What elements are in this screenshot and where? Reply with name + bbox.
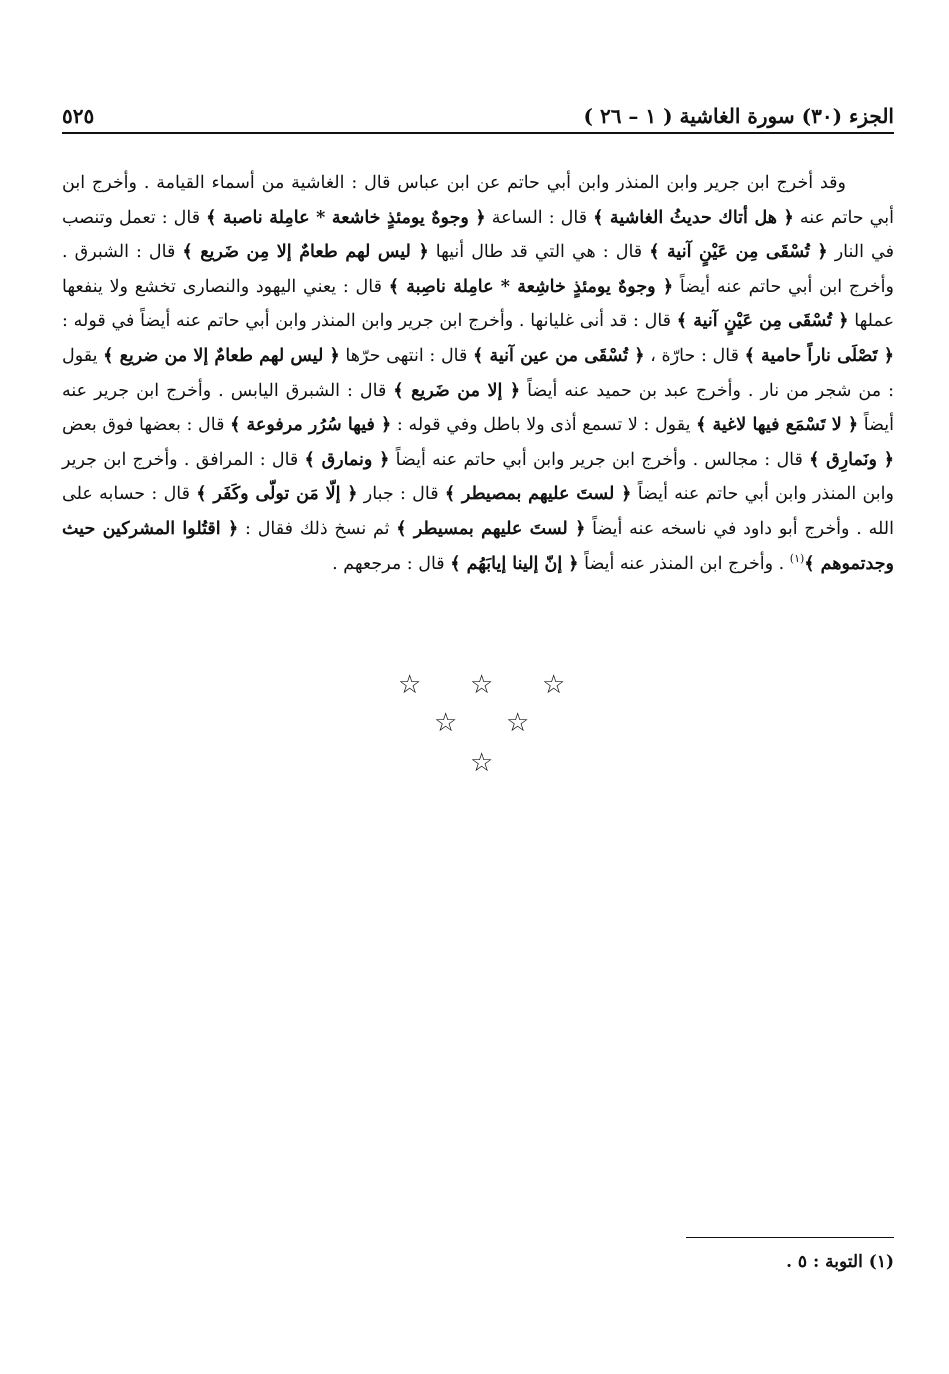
text-segment: قال : بعضها فوق بعض (62, 415, 231, 436)
text-segment: وقد أخرج ابن جرير وابن المنذر وابن أبي حاتم عن ابن عباس قال : الغاشية من أسماء القيامة . وأخرج ابن أبي حاتم عنه (62, 173, 894, 228)
footnote-rule (686, 1237, 894, 1238)
quran-quote: ﴿ إلّا مَن تولّى وكَفَر ﴾ (196, 484, 358, 505)
text-segment: قال : تعمل وتنصب في النار (62, 207, 894, 263)
text-segment: قال : جبار (357, 484, 445, 505)
quran-quote: ﴿ إلا من ضَريع ﴾ (393, 380, 521, 401)
text-segment: يقول : لا تسمع أذى ولا باطل وفي قوله : (391, 415, 697, 436)
quran-quote: ﴿ إنّ إلينا إيابَهُم ﴾ (450, 553, 579, 574)
star-icon: ☆ (470, 670, 494, 700)
text-segment: ثم نسخ ذلك فقال : (238, 518, 397, 539)
paragraph-content (62, 173, 894, 574)
star-icon: ☆ (542, 670, 566, 700)
quran-quote: ﴿ لستَ عليهم بمسيطر ﴾ (396, 518, 586, 539)
text-segment: قال : قد أنى غليانها . وأخرج ابن جرير وابن المنذر وابن أبي حاتم عنه أيضاً في قوله : (62, 311, 677, 332)
paragraph (62, 166, 894, 581)
star-icon: ☆ (434, 708, 458, 738)
quran-quote: ﴿ لا تَسْمَع فيها لاغية ﴾ (696, 415, 859, 436)
quran-quote: ﴿ هل أتاك حديثُ الغاشية ﴾ (593, 207, 794, 228)
text-segment: قال : الشبرق . وأخرج ابن أبي حاتم عنه أيضاً (62, 242, 894, 297)
text-segment: قال : حارّة ، (644, 345, 745, 366)
quran-quote: ﴿ ليس لهم طعامٌ إلا من ضريع ﴾ (103, 345, 340, 366)
body-text (62, 166, 894, 581)
star-icon: ☆ (506, 708, 530, 738)
text-segment: قال : الساعة (485, 207, 594, 228)
header-rule (62, 132, 894, 134)
text-segment: قال : مرجعهم . (332, 553, 451, 574)
quran-quote: ﴿ وجوهٌ يومئذٍ خاشعة * عامِلة ناصبة ﴾ (206, 207, 486, 228)
text-segment: قال : حسابه على الله . وأخرج أبو داود في ناسخه عنه أيضاً (62, 484, 894, 539)
quran-quote: ﴿ اقتُلوا المشركين حيث وجدتموهم ﴾ (62, 518, 894, 574)
page-header (62, 96, 894, 130)
quran-quote: ﴿ ليس لهم طعامٌ إلا مِن ضَريع ﴾ (182, 242, 429, 263)
quran-quote: ﴿ تَصْلَى ناراً حامية ﴾ (744, 345, 894, 366)
text-segment: قال : المرافق . وأخرج ابن جرير وابن المنذر وابن أبي حاتم عنه أيضاً (62, 449, 894, 505)
quran-quote: ﴿ وجوهٌ يومئذٍ خاشِعة * عامِلة ناصِبة ﴾ (388, 276, 674, 297)
text-segment: قال : الشبرق اليابس . وأخرج ابن جرير عنه أيضاً (62, 380, 894, 436)
star-icon: ☆ (398, 670, 422, 700)
text-segment: يقول : من شجر من نار . وأخرج عبد بن حميد عنه أيضاً (62, 345, 894, 401)
text-segment: قال : مجالس . وأخرج ابن جرير وابن أبي حاتم عنه أيضاً (389, 449, 810, 470)
footnote: (١) التوبة : ٥ . (786, 1252, 894, 1272)
quran-quote: ﴿ لستَ عليهم بمصيطر ﴾ (444, 484, 632, 505)
running-title: الجزء (٣٠) سورة الغاشية ( ١ – ٢٦ ) (583, 104, 894, 128)
footnote-reference: (١) (789, 551, 805, 565)
quran-quote: ﴿ ونَمارِق ﴾ (809, 449, 894, 470)
page-number: ٥٢٥ (62, 104, 95, 128)
text-segment: قال : يعني اليهود والنصارى تخشع ولا ينفعها عملها (62, 276, 895, 332)
quran-quote: ﴿ ونمارق ﴾ (304, 449, 390, 470)
star-icon: ☆ (470, 748, 494, 778)
quran-quote: ﴿ تُسْقَى من عين آنية ﴾ (473, 345, 645, 366)
quran-quote: ﴿ تُسْقَى مِن عَيْنٍ آنية ﴾ (676, 311, 849, 332)
text-segment: قال : انتهى حرّها (339, 345, 474, 366)
text-segment: . وأخرج ابن المنذر عنه أيضاً (578, 553, 790, 574)
section-separator (0, 668, 949, 788)
quran-quote: ﴿ تُسْقَى مِن عَيْنٍ آنية ﴾ (649, 242, 828, 263)
quran-quote: ﴿ فيها سُرُر مرفوعة ﴾ (230, 415, 392, 436)
text-segment: قال : هي التي قد طال أنيها (428, 242, 650, 263)
